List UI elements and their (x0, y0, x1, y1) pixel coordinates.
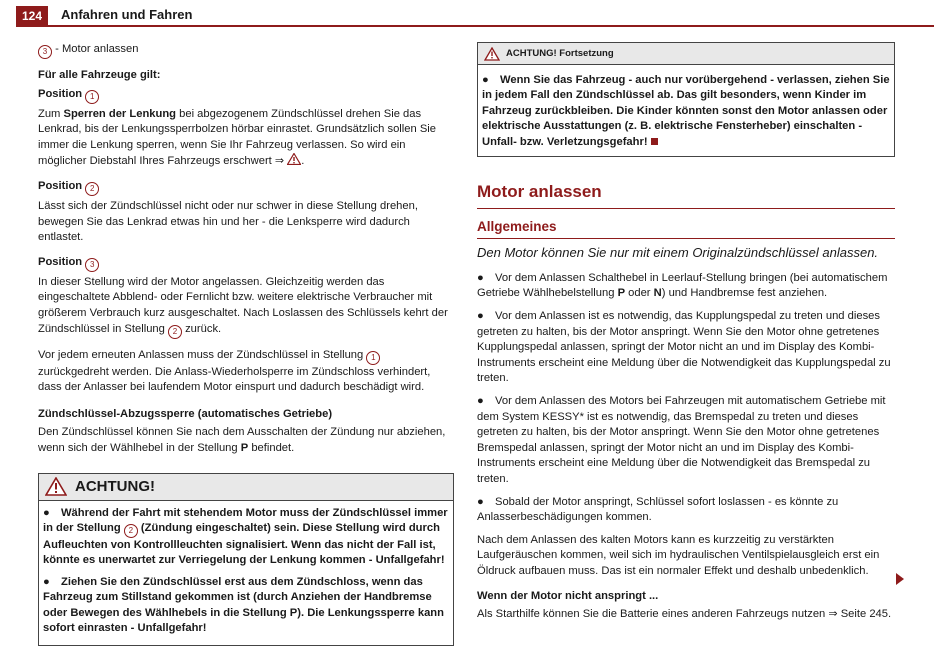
header-rule (16, 25, 934, 27)
reference-arrow-icon[interactable]: ⇒ (828, 608, 838, 621)
bullet-icon: ● (477, 310, 484, 322)
b1-mid: oder (625, 287, 654, 300)
position-badge: 2 (168, 325, 182, 339)
bullet-icon: ● (477, 271, 484, 284)
bullet-icon: ● (477, 495, 484, 508)
intro-line (38, 42, 454, 59)
bullet-icon: ● (43, 575, 50, 588)
pos1-bold: Sperren der Lenkung (63, 107, 177, 120)
pos1-post: bei abgezogenem Zündschlüssel drehen Sie das Lenkrad, bis der Lenkungssperrbolzen hörbar einrastet. Grundsätzlich sollen Sie immer die Lenkung sperren, wenn Sie Ihr Fahrzeug verlassen. So wird ein möglicher Diebstahl Ihres Fahrzeugs erschwert (38, 107, 437, 168)
reference-arrow-icon[interactable]: ⇒ (274, 155, 285, 168)
warning-continued-body (478, 65, 894, 156)
bullet-icon: ● (477, 394, 484, 407)
position-badge: 2 (124, 524, 138, 538)
warning-triangle-icon[interactable] (287, 153, 301, 165)
page-header (0, 0, 950, 26)
position-1-badge: 1 (85, 90, 99, 104)
position-2-text: Lässt sich der Zündschlüssel nicht oder nur schwer in diese Stellung drehen, bewegen Sie das Lenkrad etwas hin und her - die Lenksperre wird dadurch entlastet. (38, 199, 418, 244)
b1-p: P (617, 287, 626, 300)
warning-box-header (39, 474, 453, 501)
lock-post: befindet. (248, 441, 295, 454)
warning-bullet-2 (43, 575, 449, 637)
warning-continued-text (482, 73, 890, 150)
position-1-text: Zum Sperren der Lenkung bei abgezogenem Zündschlüssel drehen Sie das Lenkrad, bis der Lenkungssperrbolzen hörbar einrastet. Grundsätzlich sollen Sie immer die Lenkung sperren, wenn Sie Ihr Fahrzeug verlassen. So wird ein möglicher Diebstahl Ihres Fahrzeugs erschwert ⇒ . (38, 107, 437, 168)
warning-b2-text: Ziehen Sie den Zündschlüssel erst aus dem Zündschloss, wenn das Fahrzeug zum Stillstand gekommen ist (durch Anziehen der Handbremse oder Bewegen des Wählhebels in die Stellung P). Die Lenkungssperre kann sofort einrasten - Unfallgefahr! (43, 575, 444, 634)
page-reference-link[interactable]: Seite 245. (837, 608, 892, 621)
position-3-badge: 3 (85, 258, 99, 272)
warning-b1-pre: Während der Fahrt mit stehendem Motor muss der Zündschlüssel immer in der Stellung (43, 506, 448, 534)
warning-triangle-icon (45, 477, 67, 496)
warning-box (38, 473, 454, 647)
warning-title: ACHTUNG! (75, 477, 155, 495)
pos3-tail: zurück. (181, 322, 222, 335)
b1-pre: Vor dem Anlassen Schalthebel in Leerlauf-Stellung bringen (bei automatischem Getriebe Wählhebelstellung (477, 271, 888, 300)
pos1-pre: Zum (38, 107, 64, 120)
warning-triangle-icon (484, 47, 500, 61)
list-item (477, 271, 895, 302)
b3-text: Vor dem Anlassen des Motors bei Fahrzeugen mit automatischem Getriebe mit dem System KESSY* ist es notwendig, das Bremspedal zu treten und dieses getreten zu halten, bis der Motor anspringt. Wenn Sie den Motor ohne getretenes Bremspedal anlassen, springt der Motor nicht an und im Display des Kombi-Instruments erscheint eine Meldung über die Notwendigkeit das Bremspedal zu treten. (477, 394, 886, 485)
all-vehicles-label: Für alle Fahrzeuge gilt: (38, 69, 161, 81)
bullet-icon: ● (43, 506, 50, 519)
heading-motor-anlassen: Motor anlassen (477, 182, 602, 202)
intro-italic: Den Motor können Sie nur mit einem Originalzündschlüssel anlassen. (477, 245, 879, 261)
b4-text: Sobald der Motor anspringt, Schlüssel sofort loslassen - es könnte zu Anlasserbeschädigungen kommen. (477, 495, 839, 524)
bullet-icon: ● (482, 74, 489, 86)
next-page-arrow-icon[interactable] (896, 573, 904, 585)
page-number: 124 (16, 6, 48, 26)
position-2-label (38, 179, 454, 196)
lock-pre: Den Zündschlüssel können Sie nach dem Ausschalten der Zündung nur abziehen, wenn sich der Wählhebel in der Stellung (38, 426, 446, 454)
position-3-text (38, 275, 454, 339)
restart-pre: Vor jedem erneuten Anlassen muss der Zündschlüssel in Stellung (38, 348, 367, 361)
warning-box-body (39, 501, 453, 646)
restart-text (38, 348, 454, 396)
no-start-text (477, 607, 895, 623)
position-badge: 1 (366, 351, 380, 365)
warning-continued-box (477, 42, 895, 157)
lock-bold: P (240, 441, 249, 454)
list-item (477, 394, 895, 488)
key-lock-text (38, 425, 454, 456)
section-title: Anfahren und Fahren (61, 7, 193, 22)
list-item (477, 495, 895, 526)
restart-post: zurückgedreht werden. Die Anlass-Wiederholsperre im Zündschloss verhindert, dass der Anlasser bei laufendem Motor einspurt und dadurch beschädigt wird. (38, 365, 431, 394)
no-start-pre: Als Starthilfe können Sie die Batterie eines anderen Fahrzeugs nutzen (477, 608, 829, 621)
position-1-label (38, 87, 454, 104)
pos3-text: In dieser Stellung wird der Motor angelassen. Gleichzeitig werden das eingeschaltete Abblend- oder Fernlicht bzw. weitere elektrische Verbraucher mit größerem Verbrauch kurz ausgeschaltet. Nach Loslassen des Schlüssels kehrt der Zündschlüssel in Stellung (38, 275, 448, 335)
left-column (38, 42, 454, 646)
subheading-allgemeines: Allgemeines (477, 218, 557, 234)
b1-n: N (653, 287, 662, 300)
no-start-heading: Wenn der Motor nicht anspringt ... (477, 589, 659, 602)
b2-text: Vor dem Anlassen ist es notwendig, das Kupplungspedal zu treten und dieses getreten zu halten, bis der Motor anspringt. Wenn Sie den Motor ohne getretenes Kupplungspedal anlassen, springt der Motor nicht an und im Display des Kombi-Instruments erscheint eine Meldung über die Notwendigkeit das Kupplungspedal zu treten. (477, 310, 891, 385)
warning-continued-title: ACHTUNG! Fortsetzung (506, 47, 614, 59)
intro-text: - Motor anlassen (55, 43, 139, 55)
subheading-rule (477, 238, 895, 239)
key-lock-heading: Zündschlüssel-Abzugssperre (automatisches Getriebe) (38, 407, 333, 420)
position-label-text: Position (38, 87, 83, 100)
list-item (477, 309, 895, 387)
warning-cont-text: Wenn Sie das Fahrzeug - auch nur vorübergehend - verlassen, ziehen Sie in jedem Fall den Zündschlüssel ab. Das gilt besonders, wenn Kinder im Fahrzeug zurückbleiben. Die Kinder könnten sonst den Motor anlassen oder elektrische Ausstattungen (z. B. elektrische Fensterheber) einschalten - Unfall- bzw. Verletzungsgefahr! (482, 74, 890, 148)
warning-continued-header (478, 43, 894, 65)
cold-engine-text: Nach dem Anlassen des kalten Motors kann es kurzzeitig zu verstärkten Laufgeräuschen kommen, weil sich im hydraulischen Ventilspielausgleich erst ein Öldruck aufbauen muss. Das ist ein normaler Effekt und deshalb unbedenklich. (477, 533, 880, 577)
warning-b1-post: (Zündung eingeschaltet) sein. Diese Stellung wird durch Aufleuchten von Kontrollleuchten signalisiert. Wenn das nicht der Fall ist, könnte es unerwartet zur Verriegelung der Lenkung kommen - Unfallgefahr! (43, 521, 445, 567)
heading-rule (477, 208, 895, 209)
position-3-label (38, 255, 454, 272)
right-column (477, 42, 895, 632)
position-label-text: Position (38, 179, 83, 192)
warning-bullet-1 (43, 506, 449, 569)
position-label-text: Position (38, 255, 83, 268)
end-marker-icon (651, 138, 658, 145)
b1-post: ) und Handbremse fest anziehen. (661, 287, 828, 300)
position-2-badge: 2 (85, 182, 99, 196)
step-number-badge: 3 (38, 45, 52, 59)
